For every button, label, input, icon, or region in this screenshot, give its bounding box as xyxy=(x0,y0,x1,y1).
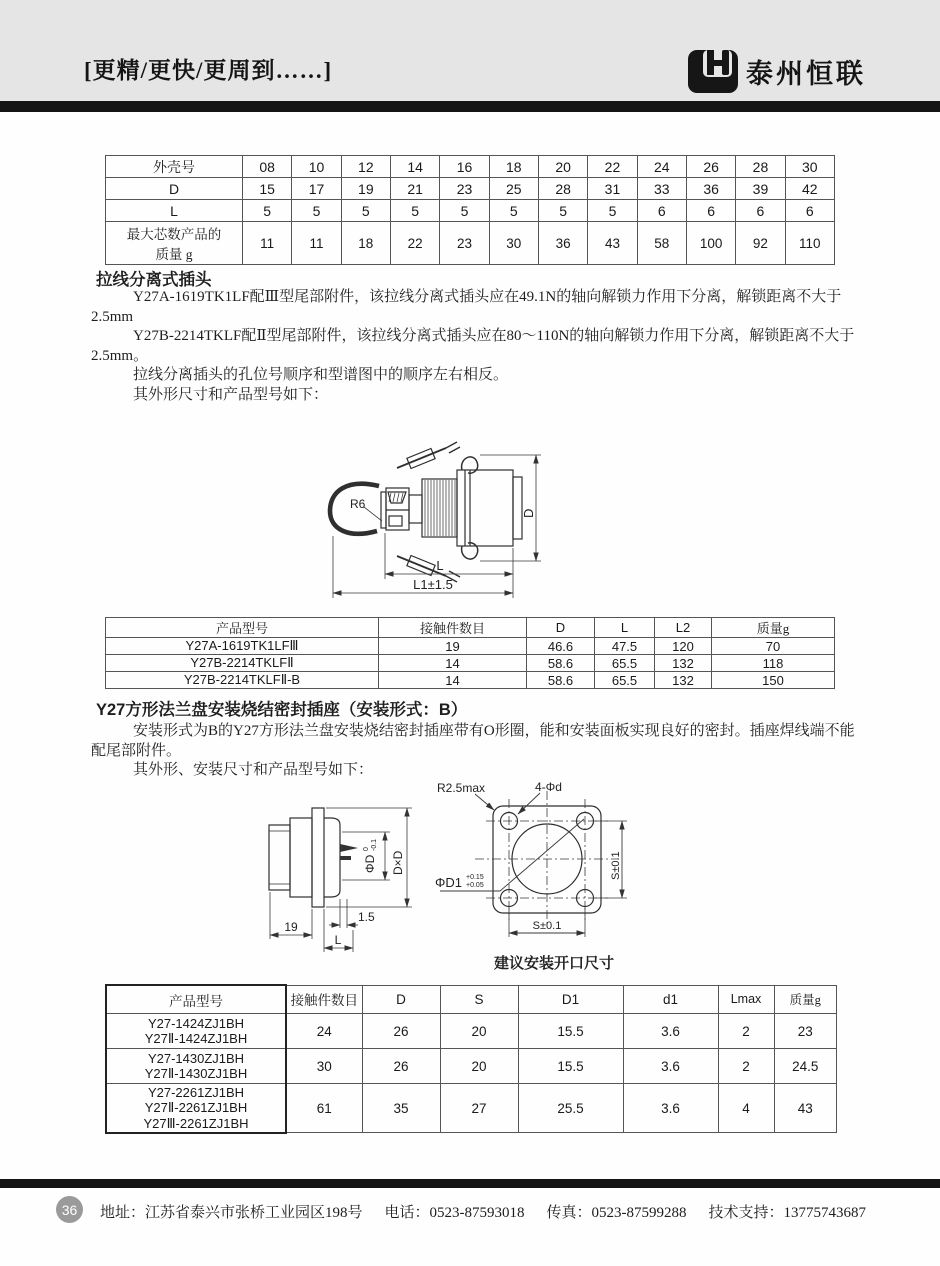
cell: 12 xyxy=(341,156,390,178)
cell: 15.5 xyxy=(518,1014,623,1049)
cell: 35 xyxy=(362,1084,440,1133)
svg-text:-0.1: -0.1 xyxy=(371,838,378,851)
phi-d1-sup: +0.15 xyxy=(466,874,484,881)
section1-heading: 拉线分离式插头 xyxy=(96,271,212,289)
cell: 2 xyxy=(718,1014,774,1049)
cell: 5 xyxy=(390,200,439,222)
shell-size-table xyxy=(105,155,835,265)
table-row xyxy=(106,1049,837,1084)
cell: 5 xyxy=(341,200,390,222)
cell: 26 xyxy=(686,156,735,178)
paragraph: Y27A-1619TK1LF配Ⅲ型尾部附件，该拉线分离式插头应在49.1N的轴向解锁力作用下分离，解锁距离不大于2.5mm xyxy=(91,289,842,325)
s-dimension-right: S±0.1 xyxy=(610,851,622,880)
cell: 21 xyxy=(390,178,439,200)
s-dimension-bottom: S±0.1 xyxy=(532,920,562,932)
model-line: Y27-1424ZJ1BH xyxy=(147,1015,245,1031)
svg-text:0: 0 xyxy=(363,847,370,851)
plug-outline-drawing xyxy=(300,432,620,612)
table-row xyxy=(106,156,835,178)
table-row xyxy=(106,1084,837,1133)
cell: 24 xyxy=(286,1014,362,1049)
cell: 58 xyxy=(637,222,686,265)
cell: 5 xyxy=(292,200,341,222)
header-slogan: [更精/更快/更周到……] xyxy=(84,58,333,83)
model-cell: Y27A-1619TK1LFⅢ xyxy=(106,638,379,655)
svg-text:ΦD: ΦD xyxy=(363,854,377,873)
table-row xyxy=(106,178,835,200)
knurl-texture xyxy=(425,480,455,536)
top-divider-bar xyxy=(0,101,940,112)
cell: 25 xyxy=(489,178,538,200)
column-header: 接触件数目 xyxy=(286,985,362,1014)
column-header: d1 xyxy=(623,985,718,1014)
table-row xyxy=(106,672,835,689)
table-header-row xyxy=(106,985,837,1014)
cell: 5 xyxy=(440,200,489,222)
phi-d1-sub: +0.05 xyxy=(466,882,484,889)
footer-support: 技术支持：13775743687 xyxy=(708,1205,867,1221)
cell: 27 xyxy=(440,1084,518,1133)
footer-fax: 传真：0523-87599288 xyxy=(546,1205,687,1221)
model-cell: Y27B-2214TKLFⅡ-B xyxy=(106,672,379,689)
length-label: L xyxy=(436,558,444,573)
socket-side-view xyxy=(269,808,358,907)
cell: 19 xyxy=(379,638,527,655)
phi-d-label xyxy=(363,839,378,873)
cell: 110 xyxy=(785,222,834,265)
radius-label: R6 xyxy=(350,497,366,511)
table-row xyxy=(106,655,835,672)
cell: 6 xyxy=(637,200,686,222)
cell: 25.5 xyxy=(518,1084,623,1133)
cell: 3.6 xyxy=(623,1014,718,1049)
cell: 18 xyxy=(341,222,390,265)
cell: 6 xyxy=(736,200,785,222)
cell: 30 xyxy=(489,222,538,265)
cell: 17 xyxy=(292,178,341,200)
model-line: Y27-2261ZJ1BH xyxy=(147,1084,245,1100)
row-label-line: 质量 g xyxy=(155,247,193,262)
front-view-dimensions xyxy=(440,793,627,937)
cell: 120 xyxy=(655,638,712,655)
cell: 22 xyxy=(390,222,439,265)
section2-heading: Y27方形法兰盘安装烧结密封插座（安装形式：B） xyxy=(96,701,468,719)
dim-l-label: L xyxy=(334,933,342,947)
cell: 24 xyxy=(637,156,686,178)
dim-1-5-label: 1.5 xyxy=(358,910,375,924)
paragraph: Y27B-2214TKLF配Ⅱ型尾部附件，该拉线分离式插头应在80～110N的轴向解锁力作用下分离，解锁距离不大于2.5mm。 xyxy=(91,328,855,364)
model-line: Y27Ⅱ-1430ZJ1BH xyxy=(144,1066,248,1081)
table-row xyxy=(106,638,835,655)
cell: 20 xyxy=(440,1014,518,1049)
column-header: S xyxy=(440,985,518,1014)
column-header: Lmax xyxy=(718,985,774,1014)
cell: 5 xyxy=(588,200,637,222)
cell: 14 xyxy=(390,156,439,178)
cell: 65.5 xyxy=(595,672,655,689)
cell: 3.6 xyxy=(623,1049,718,1084)
paragraph: 安装形式为B的Y27方形法兰盘安装烧结密封插座带有O形圈，能和安装面板实现良好的密封。插座焊线端不能配尾部附件。 xyxy=(91,723,855,759)
section1-paragraphs xyxy=(91,288,855,405)
plug-models-table xyxy=(105,617,835,689)
footer-phone: 电话：0523-87593018 xyxy=(384,1205,525,1221)
column-header: D1 xyxy=(518,985,623,1014)
cell: 150 xyxy=(712,672,835,689)
footer-contact xyxy=(100,1201,930,1222)
cell: 3.6 xyxy=(623,1084,718,1133)
bottom-divider-bar xyxy=(0,1179,940,1188)
cell: 58.6 xyxy=(527,655,595,672)
table-row xyxy=(106,222,835,265)
row-label: D xyxy=(106,178,243,200)
model-cell xyxy=(106,1049,286,1084)
cell: 26 xyxy=(362,1014,440,1049)
cell: 100 xyxy=(686,222,735,265)
model-line: Y27-1430ZJ1BH xyxy=(147,1050,245,1066)
brand-name: 泰州恒联 xyxy=(746,59,866,89)
socket-flange-drawing xyxy=(228,778,678,978)
cell: 92 xyxy=(736,222,785,265)
cell: 43 xyxy=(588,222,637,265)
page-number-badge xyxy=(56,1196,83,1223)
cell: 36 xyxy=(538,222,587,265)
cell: 33 xyxy=(637,178,686,200)
cell: 16 xyxy=(440,156,489,178)
cell: 39 xyxy=(736,178,785,200)
model-line: Y27Ⅱ-1424ZJ1BH xyxy=(144,1031,248,1046)
cell: 14 xyxy=(379,672,527,689)
row-label xyxy=(106,222,243,265)
cell: 2 xyxy=(718,1049,774,1084)
column-header: D xyxy=(362,985,440,1014)
row-label: L xyxy=(106,200,243,222)
cell: 24.5 xyxy=(774,1049,837,1084)
paragraph: 其外形尺寸和产品型号如下： xyxy=(133,386,329,403)
column-header: 质量g xyxy=(774,985,837,1014)
company-logo xyxy=(688,50,866,93)
cell: 70 xyxy=(712,638,835,655)
table-header-row xyxy=(106,618,835,638)
cell: 10 xyxy=(292,156,341,178)
column-header: D xyxy=(527,618,595,638)
cell: 5 xyxy=(243,200,292,222)
cell: 58.6 xyxy=(527,672,595,689)
section2-paragraphs xyxy=(91,722,855,781)
model-cell: Y27B-2214TKLFⅡ xyxy=(106,655,379,672)
cell: 23 xyxy=(440,178,489,200)
model-line: Y27Ⅲ-2261ZJ1BH xyxy=(143,1115,249,1131)
cell: 132 xyxy=(655,655,712,672)
cell: 47.5 xyxy=(595,638,655,655)
model-cell xyxy=(106,1084,286,1133)
table-row xyxy=(106,200,835,222)
cell: 22 xyxy=(588,156,637,178)
model-cell xyxy=(106,1014,286,1049)
cell: 5 xyxy=(489,200,538,222)
cell: 20 xyxy=(440,1049,518,1084)
cell: 11 xyxy=(292,222,341,265)
column-header: 质量g xyxy=(712,618,835,638)
column-header: 产品型号 xyxy=(106,618,379,638)
drawing-caption: 建议安装开口尺寸 xyxy=(493,955,615,972)
column-header: L xyxy=(595,618,655,638)
cell: 61 xyxy=(286,1084,362,1133)
cell: 20 xyxy=(538,156,587,178)
lh-logo-icon xyxy=(688,50,738,93)
column-header: 产品型号 xyxy=(106,985,286,1014)
cell: 31 xyxy=(588,178,637,200)
cell: 42 xyxy=(785,178,834,200)
cell: 28 xyxy=(736,156,785,178)
cell: 132 xyxy=(655,672,712,689)
cell: 5 xyxy=(538,200,587,222)
cell: 08 xyxy=(243,156,292,178)
cell: 23 xyxy=(774,1014,837,1049)
cell: 43 xyxy=(774,1084,837,1133)
row-label-line: 最大芯数产品的 xyxy=(126,227,222,242)
footer-address: 地址：江苏省泰兴市张桥工业园区198号 xyxy=(100,1205,363,1221)
cell: 65.5 xyxy=(595,655,655,672)
table-row xyxy=(106,1014,837,1049)
cell: 15 xyxy=(243,178,292,200)
centerlines xyxy=(475,791,619,927)
overall-length-label: L1±1.5 xyxy=(413,577,453,592)
hole-count-label: 4-Φd xyxy=(535,780,562,794)
cell: 36 xyxy=(686,178,735,200)
cell: 30 xyxy=(785,156,834,178)
cell: 18 xyxy=(489,156,538,178)
cell: 11 xyxy=(243,222,292,265)
cell: 118 xyxy=(712,655,835,672)
cell: 6 xyxy=(686,200,735,222)
column-header: 接触件数目 xyxy=(379,618,527,638)
cell: 4 xyxy=(718,1084,774,1133)
model-line: Y27Ⅱ-2261ZJ1BH xyxy=(144,1100,248,1115)
dxd-label: D×D xyxy=(391,850,405,875)
cell: 14 xyxy=(379,655,527,672)
paragraph: 拉线分离插头的孔位号顺序和型谱图中的顺序左右相反。 xyxy=(133,367,509,383)
page-number: 36 xyxy=(61,1201,78,1218)
phi-d1-label: ΦD1 xyxy=(435,875,462,890)
column-header: L2 xyxy=(655,618,712,638)
cell: 28 xyxy=(538,178,587,200)
cell: 19 xyxy=(341,178,390,200)
cell: 15.5 xyxy=(518,1049,623,1084)
cell: 23 xyxy=(440,222,489,265)
cell: 6 xyxy=(785,200,834,222)
diameter-label: D xyxy=(521,508,536,518)
dim-19-label: 19 xyxy=(284,920,298,934)
socket-models-table xyxy=(105,984,837,1134)
cell: 26 xyxy=(362,1049,440,1084)
corner-radius-label: R2.5max xyxy=(437,781,486,795)
cell: 30 xyxy=(286,1049,362,1084)
row-label: 外壳号 xyxy=(106,156,243,178)
cell: 46.6 xyxy=(527,638,595,655)
paragraph: 其外形、安装尺寸和产品型号如下： xyxy=(133,762,374,778)
